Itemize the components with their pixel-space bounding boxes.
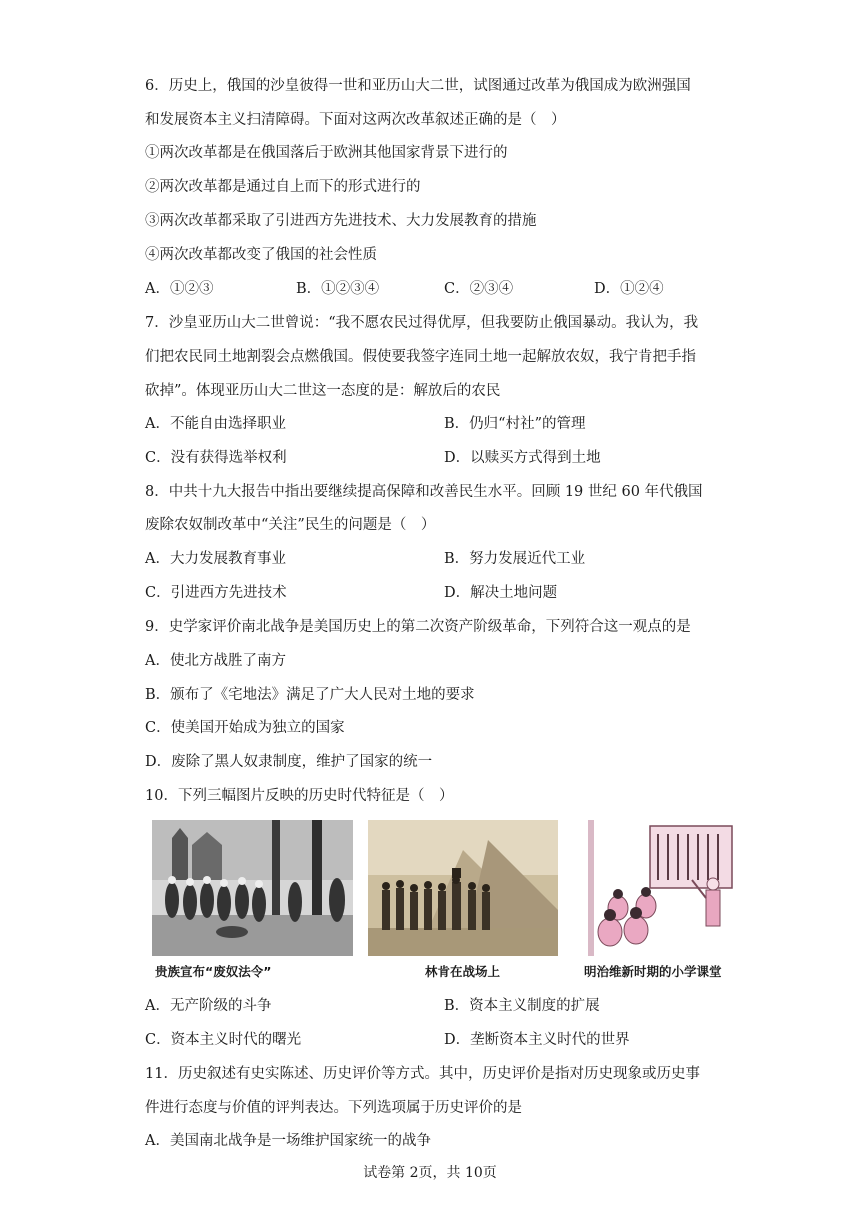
q6-stem-line1: 6．历史上，俄国的沙皇彼得一世和亚历山大二世，试图通过改革为俄国成为欧洲强国	[145, 78, 691, 94]
q6-item-2: ②两次改革都是通过自上而下的形式进行的	[145, 179, 421, 195]
q7-stem-line2: 们把农民同土地割裂会点燃俄国。假使要我签字连同土地一起解放农奴，我宁肯把手指	[145, 349, 696, 365]
q10-option-b[interactable]: B．资本主义制度的扩展	[444, 998, 600, 1014]
q8-option-a[interactable]: A．大力发展教育事业	[145, 551, 286, 567]
q6-stem-line2: 和发展资本主义扫清障碍。下面对这两次改革叙述正确的是（ ）	[145, 112, 566, 128]
q6-option-d[interactable]: D．①②④	[594, 281, 664, 297]
q8-option-c[interactable]: C．引进西方先进技术	[145, 585, 287, 601]
lincoln-battlefield-photo	[368, 820, 558, 956]
q7-option-c[interactable]: C．没有获得选举权利	[145, 450, 287, 466]
q7-stem-line3: 砍掉”。体现亚历山大二世这一态度的是：解放后的农民	[145, 383, 501, 399]
q8-stem-line1: 8．中共十九大报告中指出要继续提高保障和改善民生水平。回顾 19 世纪 60 年代俄国	[145, 484, 703, 500]
q10-option-a[interactable]: A．无产阶级的斗争	[145, 998, 272, 1014]
meiji-classroom-illustration	[588, 820, 736, 956]
q11-stem-line2: 件进行态度与价值的评判表达。下列选项属于历史评价的是	[145, 1100, 522, 1116]
q6-option-a[interactable]: A．①②③	[145, 281, 214, 297]
q7-option-a[interactable]: A．不能自由选择职业	[145, 416, 286, 432]
q6-option-b[interactable]: B．①②③④	[296, 281, 380, 297]
q6-item-3: ③两次改革都采取了引进西方先进技术、大力发展教育的措施	[145, 213, 537, 229]
q6-item-4: ④两次改革都改变了俄国的社会性质	[145, 247, 377, 263]
q9-option-c[interactable]: C．使美国开始成为独立的国家	[145, 720, 345, 736]
q9-option-d[interactable]: D．废除了黑人奴隶制度，维护了国家的统一	[145, 754, 433, 770]
q11-stem-line1: 11．历史叙述有史实陈述、历史评价等方式。其中，历史评价是指对历史现象或历史事	[145, 1066, 700, 1082]
q9-option-a[interactable]: A．使北方战胜了南方	[145, 653, 286, 669]
caption-lincoln: 林肯在战场上	[425, 964, 501, 979]
q8-option-d[interactable]: D．解决土地问题	[444, 585, 558, 601]
q7-option-b[interactable]: B．仍归“村社”的管理	[444, 416, 586, 432]
q9-stem: 9．史学家评价南北战争是美国历史上的第二次资产阶级革命，下列符合这一观点的是	[145, 619, 691, 635]
q6-option-c[interactable]: C．②③④	[444, 281, 514, 297]
q8-option-b[interactable]: B．努力发展近代工业	[444, 551, 586, 567]
q10-option-c[interactable]: C．资本主义时代的曙光	[145, 1032, 302, 1048]
q8-stem-line2: 废除农奴制改革中“关注”民生的问题是（ ）	[145, 517, 436, 533]
caption-meiji-classroom: 明治维新时期的小学课堂	[584, 964, 722, 979]
caption-emancipation: 贵族宣布“废奴法令”	[155, 964, 272, 979]
q7-option-d[interactable]: D．以赎买方式得到土地	[444, 450, 601, 466]
page-footer: 试卷第 2页，共 10页	[363, 1165, 497, 1181]
q10-option-d[interactable]: D．垄断资本主义时代的世界	[444, 1032, 630, 1048]
emancipation-engraving-image	[152, 820, 353, 956]
q11-option-a[interactable]: A．美国南北战争是一场维护国家统一的战争	[145, 1133, 431, 1149]
q7-stem-line1: 7．沙皇亚历山大二世曾说：“我不愿农民过得优厚，但我要防止俄国暴动。我认为，我	[145, 315, 699, 331]
q6-item-1: ①两次改革都是在俄国落后于欧洲其他国家背景下进行的	[145, 145, 508, 161]
q9-option-b[interactable]: B．颁布了《宅地法》满足了广大人民对土地的要求	[145, 687, 475, 703]
q10-stem: 10．下列三幅图片反映的历史时代特征是（ ）	[145, 788, 454, 804]
